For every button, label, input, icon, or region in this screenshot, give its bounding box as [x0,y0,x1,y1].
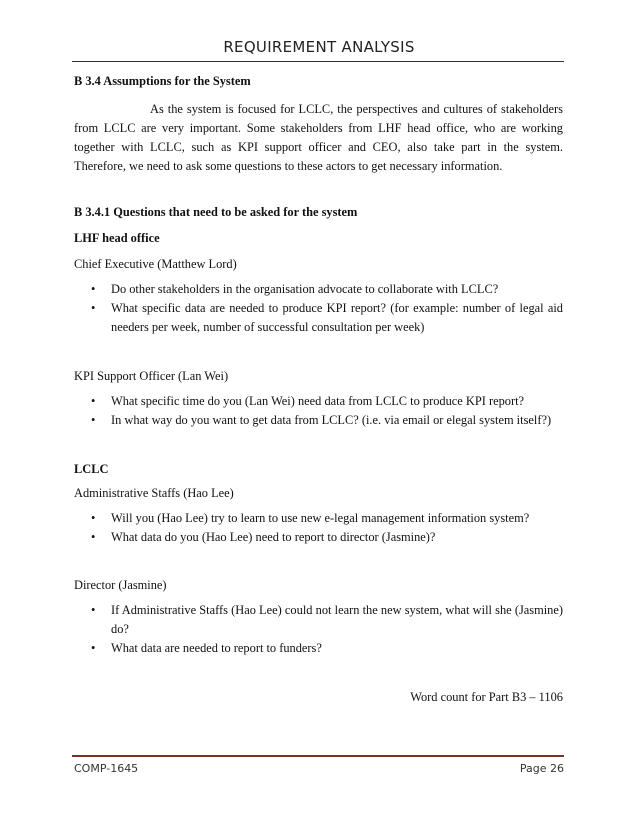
bullet-icon: • [91,394,96,408]
page-header-title: REQUIREMENT ANALYSIS [223,38,415,56]
bullet-icon: • [91,530,96,544]
chief-executive-questions [74,280,563,337]
director-questions [74,601,563,658]
page-content [74,72,563,707]
bullet-icon: • [91,301,96,315]
stakeholder-admin-staffs: Administrative Staffs (Hao Lee) [74,486,234,500]
assumptions-paragraph: As the system is focused for LCLC, the perspectives and cultures of stakeholders from LCLC are very important. Some stakeholders from LHF head office, who are working together with LCLC, such as KPI support officer and CEO, also take part in the system. Therefore, we need to ask some questions to these actors to get necessary information. [74,102,563,173]
footer-page-number: Page 26 [519,762,564,775]
bullet-icon: • [91,641,96,655]
subheading-lclc: LCLC [74,462,109,476]
question-item: • What data are needed to report to funders? [74,639,563,658]
section-heading-b341: B 3.4.1 Questions that need to be asked for the system [74,205,358,219]
word-count-note: Word count for Part B3 – 1106 [410,690,563,704]
kpi-officer-questions [74,392,563,430]
admin-staffs-questions [74,509,563,547]
stakeholder-chief-executive: Chief Executive (Matthew Lord) [74,257,237,271]
bullet-icon: • [91,282,96,296]
stakeholder-kpi-officer: KPI Support Officer (Lan Wei) [74,369,229,383]
bullet-icon: • [91,511,96,525]
subheading-lhf-head-office: LHF head office [74,231,160,245]
stakeholder-director: Director (Jasmine) [74,578,167,592]
question-item: • Will you (Hao Lee) try to learn to use new e-legal management information system? [74,509,563,528]
section-heading-b34: B 3.4 Assumptions for the System [74,74,251,88]
question-item: • What data do you (Hao Lee) need to report to director (Jasmine)? [74,528,563,547]
footer-course-code: COMP-1645 [74,762,139,775]
question-item: • What specific time do you (Lan Wei) need data from LCLC to produce KPI report? [74,392,563,411]
bullet-icon: • [91,413,96,427]
bullet-icon: • [91,603,96,617]
question-item: • In what way do you want to get data from LCLC? (i.e. via email or elegal system itself?) [74,411,563,430]
footer-divider [72,755,564,757]
question-item: • Do other stakeholders in the organisation advocate to collaborate with LCLC? [74,280,563,299]
question-item: • If Administrative Staffs (Hao Lee) could not learn the new system, what will she (Jasmine) do? [91,603,563,636]
header-divider [72,61,564,62]
question-item: • What specific data are needed to produce KPI report? (for example: number of legal aid needers per week, number of successful consultation per week) [91,301,563,334]
